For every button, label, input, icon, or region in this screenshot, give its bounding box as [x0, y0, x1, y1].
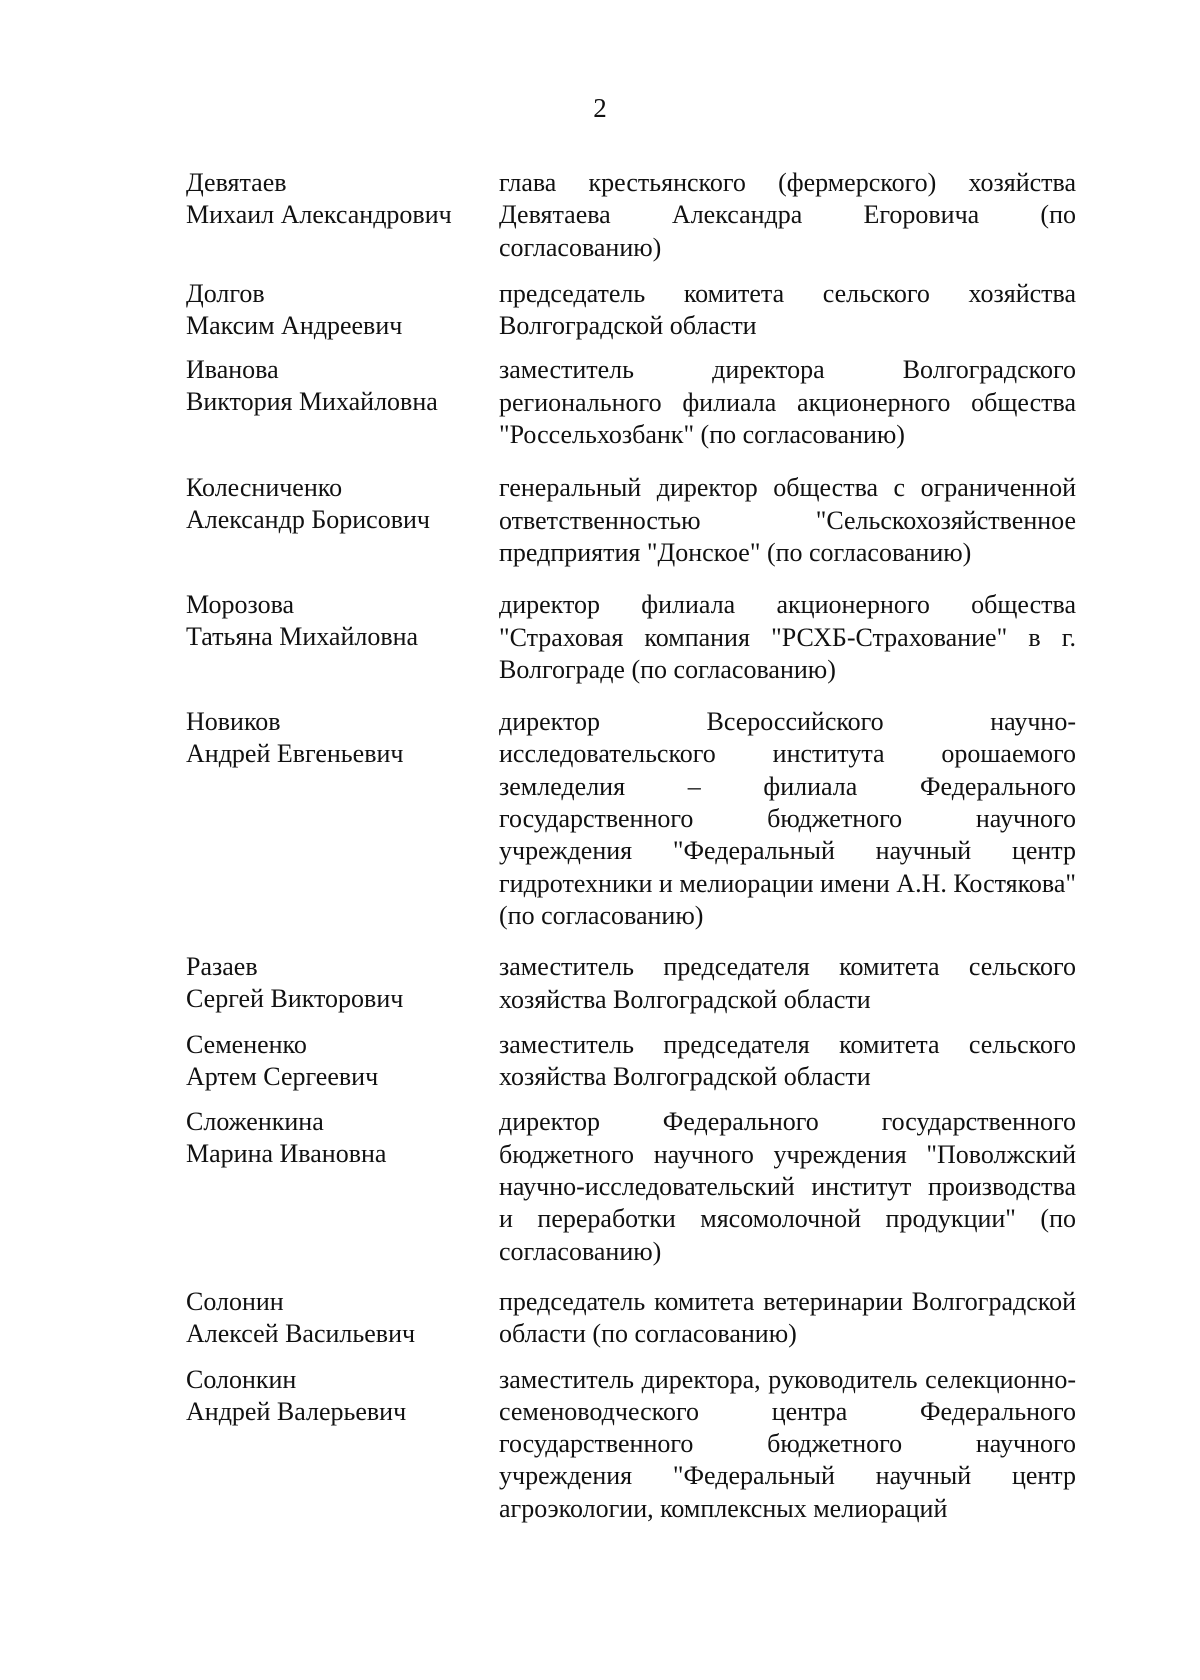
- member-given-names: Марина Ивановна: [186, 1139, 387, 1169]
- member-entry: [186, 1286, 1076, 1351]
- member-position: заместитель директора Волгоградского регионального филиала акционерного общества "Россельхозбанк" (по согласованию): [499, 355, 1076, 450]
- member-given-names: Александр Борисович: [186, 505, 430, 535]
- member-surname: Колесниченко: [186, 473, 343, 503]
- member-entry: [186, 589, 1076, 686]
- member-given-names: Михаил Александрович: [186, 200, 452, 229]
- member-surname: Солонин: [186, 1286, 284, 1316]
- member-given-names: Андрей Валерьевич: [186, 1396, 407, 1426]
- member-position: заместитель председателя комитета сельского хозяйства Волгоградской области: [499, 952, 1076, 1014]
- member-entry: [186, 951, 1076, 1016]
- page-number: 2: [593, 93, 607, 123]
- member-given-names: Татьяна Михайловна: [186, 622, 419, 652]
- member-given-names: Андрей Евгеньевич: [186, 739, 404, 769]
- member-entry: [186, 472, 1076, 569]
- member-surname: Сложенкина: [186, 1107, 324, 1137]
- member-surname: Семененко: [186, 1029, 307, 1059]
- member-surname: Морозова: [186, 590, 295, 620]
- member-surname: Иванова: [186, 355, 279, 385]
- member-surname: Девятаев: [186, 168, 287, 197]
- member-entry: [186, 1106, 1076, 1267]
- member-name: [186, 1029, 499, 1093]
- member-position: директор Федерального государственного бюджетного научного учреждения "Поволжский научно-исследовательский институт производства и переработки мясомолочной продукции" (по согласованию): [499, 1107, 1076, 1266]
- member-name: [186, 951, 499, 1015]
- member-entry: [186, 1029, 1076, 1094]
- member-name: [186, 706, 499, 770]
- member-given-names: Сергей Викторович: [186, 984, 404, 1014]
- member-position: директор Всероссийского научно-исследовательского института орошаемого земледелия – филиала Федерального государственного бюджетного научного учреждения "Федеральный научный центр гидротехники и мелиорации имени А.Н. Костякова" (по согласованию): [499, 707, 1076, 930]
- member-position: председатель комитета ветеринарии Волгоградской области (по согласованию): [499, 1286, 1076, 1349]
- member-position: директор филиала акционерного общества "Страховая компания "РСХБ-Страхование" в г. Волгограде (по согласованию): [499, 590, 1076, 684]
- member-given-names: Максим Андреевич: [186, 310, 403, 340]
- member-position: заместитель директора, руководитель селекционно-семеноводческого центра Федерального государственного бюджетного научного учреждения "Федеральный научный центр агроэкологии, комплексных мелиораций: [499, 1364, 1076, 1523]
- member-given-names: Алексей Васильевич: [186, 1318, 416, 1348]
- member-entry: [186, 278, 1076, 343]
- member-surname: Разаев: [186, 952, 258, 982]
- member-name: [186, 589, 499, 653]
- member-entry: [186, 167, 1076, 264]
- member-position: заместитель председателя комитета сельского хозяйства Волгоградской области: [499, 1029, 1076, 1092]
- member-given-names: Виктория Михайловна: [186, 387, 438, 417]
- member-name: [186, 1106, 499, 1170]
- member-given-names: Артем Сергеевич: [186, 1061, 379, 1091]
- member-entry: [186, 354, 1076, 451]
- member-name: [186, 472, 499, 536]
- member-surname: Долгов: [186, 278, 265, 308]
- member-surname: Новиков: [186, 707, 281, 737]
- member-surname: Солонкин: [186, 1364, 297, 1394]
- member-name: [186, 354, 499, 418]
- member-name: [186, 1364, 499, 1428]
- member-entry: [186, 1364, 1076, 1525]
- member-position: глава крестьянского (фермерского) хозяйства Девятаева Александра Егоровича (по согласованию): [499, 168, 1076, 262]
- member-position: генеральный директор общества с ограниченной ответственностью "Сельскохозяйственное предприятия "Донское" (по согласованию): [499, 473, 1076, 567]
- member-name: [186, 1286, 499, 1350]
- member-position: председатель комитета сельского хозяйства Волгоградской области: [499, 278, 1076, 341]
- member-entry: [186, 706, 1076, 932]
- member-list: [186, 167, 1076, 1525]
- member-name: [186, 278, 499, 342]
- member-name: [186, 167, 499, 231]
